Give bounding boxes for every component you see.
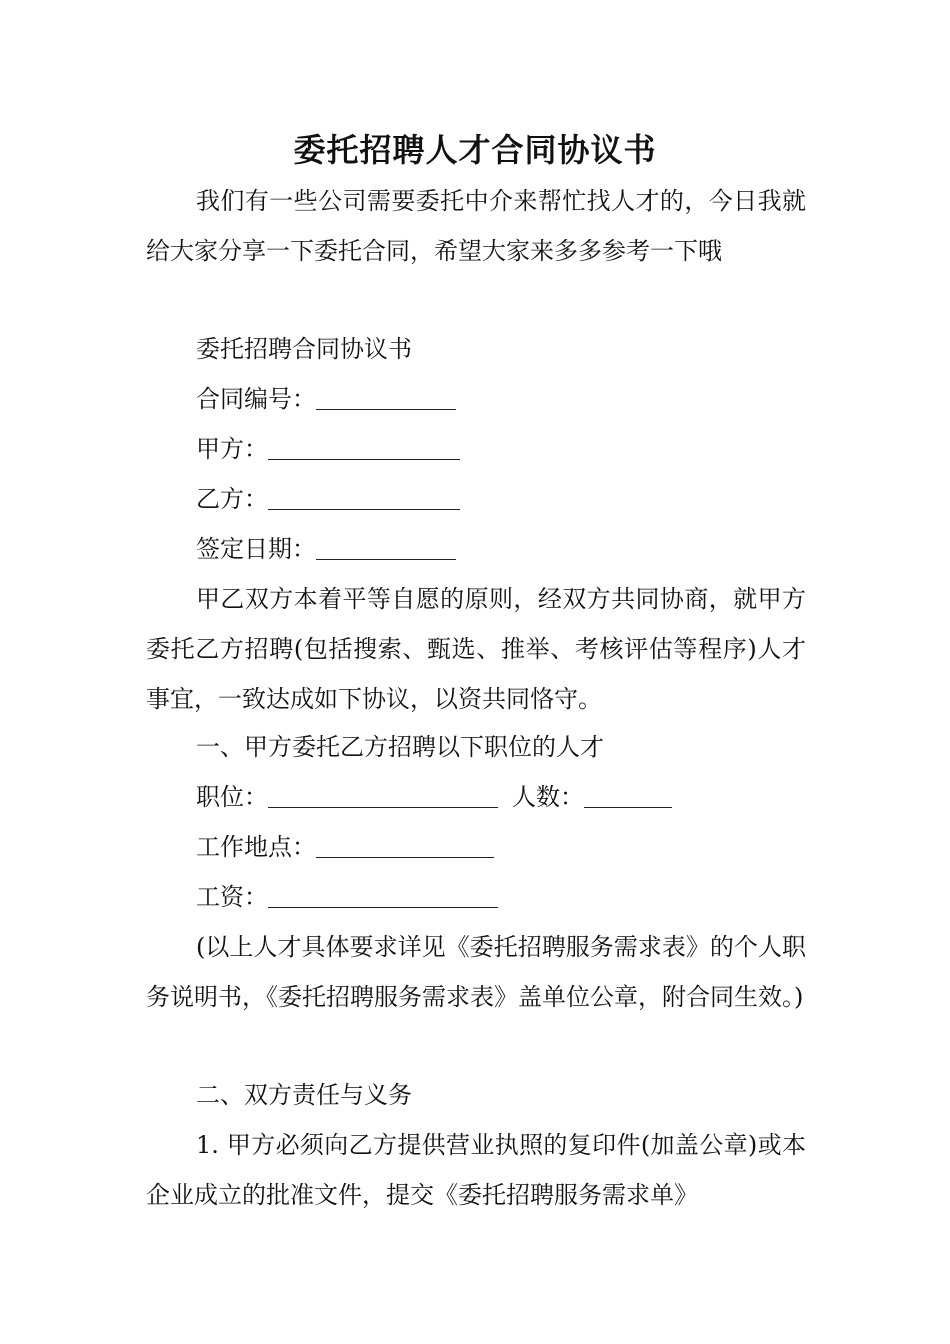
sign-date-field xyxy=(196,524,806,574)
party-b-field xyxy=(196,474,806,524)
work-location-label: 工作地点： xyxy=(196,833,316,861)
note-paragraph: (以上人才具体要求详见《委托招聘服务需求表》的个人职务说明书，《委托招聘服务需求表》盖单位公章，附合同生效。) xyxy=(146,933,806,1011)
headcount-label: 人数： xyxy=(512,783,584,811)
party-a-field xyxy=(196,424,806,474)
intro-paragraph: 我们有一些公司需要委托中介来帮忙找人才的，今日我就给大家分享一下委托合同，希望大家来多多参考一下哦 xyxy=(146,187,806,265)
sign-date-blank xyxy=(316,535,456,560)
work-location-blank xyxy=(316,833,494,858)
position-label: 职位： xyxy=(196,783,268,811)
salary-blank xyxy=(268,883,498,908)
party-b-blank xyxy=(268,485,460,510)
party-b-label: 乙方： xyxy=(196,485,268,513)
sign-date-label: 签定日期： xyxy=(196,535,316,563)
position-blank xyxy=(268,783,498,808)
work-location-field xyxy=(196,822,806,872)
party-a-label: 甲方： xyxy=(196,435,268,463)
contract-subtitle: 委托招聘合同协议书 xyxy=(196,335,412,363)
contract-number-blank xyxy=(316,385,456,410)
headcount-blank xyxy=(584,783,672,808)
section-1-heading: 一、甲方委托乙方招聘以下职位的人才 xyxy=(196,733,604,761)
contract-number-field xyxy=(196,374,806,424)
contract-number-label: 合同编号： xyxy=(196,385,316,413)
document-title: 委托招聘人才合同协议书 xyxy=(293,131,657,169)
position-headcount-field xyxy=(196,772,806,822)
clause-1-paragraph: 1. 甲方必须向乙方提供营业执照的复印件(加盖公章)或本企业成立的批准文件，提交《委托招聘服务需求单》 xyxy=(146,1131,806,1209)
party-a-blank xyxy=(268,435,460,460)
salary-field xyxy=(196,872,806,922)
salary-label: 工资： xyxy=(196,883,268,911)
section-2-heading: 二、双方责任与义务 xyxy=(196,1081,412,1109)
preamble-paragraph: 甲乙双方本着平等自愿的原则，经双方共同协商，就甲方委托乙方招聘(包括搜索、甄选、推举、考核评估等程序)人才事宜，一致达成如下协议，以资共同恪守。 xyxy=(146,585,806,713)
